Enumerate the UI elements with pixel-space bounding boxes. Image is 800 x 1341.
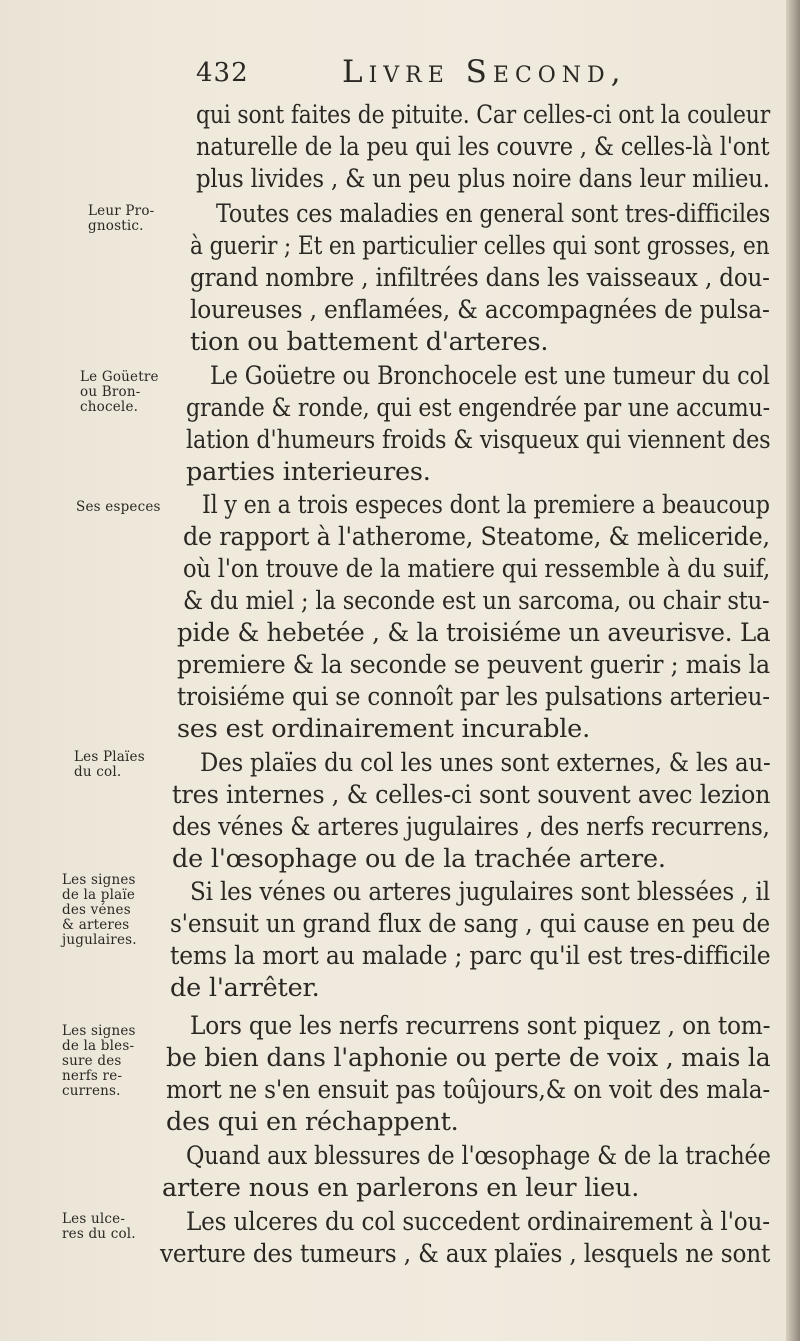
text-line: Quand aux blessures de l'œsophage & de la trachée — [186, 1141, 771, 1171]
page-header — [196, 52, 676, 92]
text-line: de l'arrêter. — [170, 973, 320, 1003]
text-line: des qui en réchappent. — [166, 1107, 459, 1137]
page-gutter-shadow — [786, 0, 800, 1341]
margin-note: Les ulce- res du col. — [62, 1211, 136, 1242]
text-line: loureuses , enflamées, & accompagnées de pulsa- — [190, 295, 770, 325]
text-line: tres internes , & celles-ci sont souvent avec lezion — [172, 780, 771, 810]
text-line: de l'œsophage ou de la trachée artere. — [172, 844, 666, 874]
text-line: Les ulceres du col succedent ordinairement à l'ou- — [186, 1207, 770, 1237]
text-line: plus livides , & un peu plus noire dans leur milieu. — [196, 164, 770, 194]
margin-note: Ses especes — [76, 499, 161, 515]
text-line: & du miel ; la seconde est un sarcoma, ou chair stu- — [183, 586, 770, 616]
text-line: pide & hebetée , & la troisiéme un aveurisve. La — [177, 618, 771, 648]
text-line: tems la mort au malade ; parc qu'il est tres-difficile — [170, 941, 771, 971]
text-line: artere nous en parlerons en leur lieu. — [162, 1173, 640, 1203]
text-line: Toutes ces maladies en general sont tres-difficiles — [216, 199, 771, 229]
margin-note: Les signes de la plaïe des vénes & arteres jugulaires. — [62, 872, 137, 948]
text-line: grand nombre , infiltrées dans les vaisseaux , dou- — [190, 263, 770, 293]
margin-note: Les signes de la bles- sure des nerfs re- currens. — [62, 1023, 136, 1099]
text-line: qui sont faites de pituite. Car celles-ci ont la couleur — [196, 100, 771, 130]
text-line: grande & ronde, qui est engendrée par une accumu- — [186, 393, 770, 423]
text-line: des vénes & arteres jugulaires , des nerfs recurrens, — [172, 812, 770, 842]
margin-note: Les Plaïes du col. — [74, 749, 145, 780]
text-line: naturelle de la peu qui les couvre , & celles-là l'ont — [196, 132, 770, 162]
page-number: 432 — [196, 58, 249, 88]
text-line: Il y en a trois especes dont la premiere a beaucoup — [202, 490, 770, 520]
text-line: premiere & la seconde se peuvent guerir ; mais la — [177, 650, 770, 680]
text-line: ses est ordinairement incurable. — [177, 714, 590, 744]
text-line: troisiéme qui se connoît par les pulsations arterieu- — [177, 682, 770, 712]
text-line: tion ou battement d'arteres. — [190, 327, 549, 357]
text-line: de rapport à l'atherome, Steatome, & meliceride, — [183, 522, 770, 552]
text-line: à guerir ; Et en particulier celles qui sont grosses, en — [190, 231, 770, 261]
text-line: parties interieures. — [186, 457, 431, 487]
text-line: verture des tumeurs , & aux plaïes , lesquels ne sont — [160, 1239, 771, 1269]
text-line: mort ne s'en ensuit pas toûjours,& on voit des mala- — [166, 1075, 771, 1105]
text-line: lation d'humeurs froids & visqueux qui viennent des — [186, 425, 771, 455]
text-line: où l'on trouve de la matiere qui ressemble à du suif, — [183, 554, 770, 584]
running-title: Livre Second, — [342, 54, 627, 90]
text-line: s'ensuit un grand flux de sang , qui cause en peu de — [170, 909, 771, 939]
margin-note: Le Goüetre ou Bron- chocele. — [80, 369, 159, 415]
text-line: Si les vénes ou arteres jugulaires sont blessées , il — [190, 877, 770, 907]
text-line: Le Goüetre ou Bronchocele est une tumeur du col — [210, 361, 770, 391]
text-line: Lors que les nerfs recurrens sont piquez , on tom- — [190, 1011, 771, 1041]
text-line: Des plaïes du col les unes sont externes, & les au- — [200, 748, 771, 778]
margin-note: Leur Pro- gnostic. — [88, 203, 155, 234]
text-line: be bien dans l'aphonie ou perte de voix , mais la — [166, 1043, 771, 1073]
